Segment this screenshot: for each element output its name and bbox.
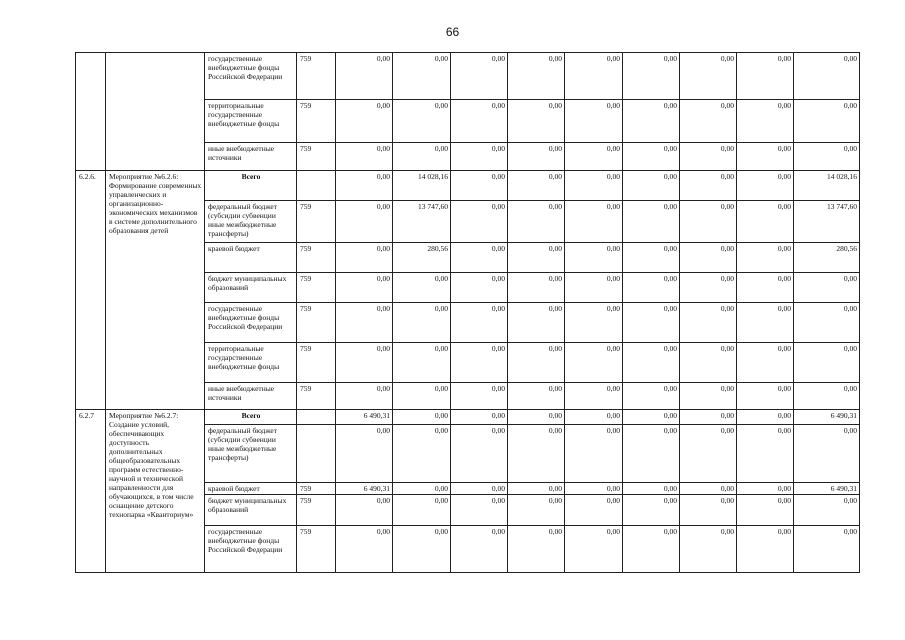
amount-cell: 0,00 bbox=[737, 495, 794, 526]
amount-cell: 0,00 bbox=[508, 243, 565, 273]
amount-cell: 0,00 bbox=[680, 425, 737, 483]
funding-source: бюджет муниципальных образований bbox=[205, 495, 297, 526]
amount-cell: 0,00 bbox=[623, 343, 680, 383]
amount-cell: 0,00 bbox=[794, 526, 860, 573]
amount-cell: 0,00 bbox=[451, 526, 508, 573]
amount-cell: 0,00 bbox=[794, 425, 860, 483]
amount-cell: 0,00 bbox=[565, 243, 623, 273]
amount-cell: 13 747,60 bbox=[794, 201, 860, 243]
amount-cell: 0,00 bbox=[794, 303, 860, 343]
event-number bbox=[76, 53, 106, 171]
amount-cell: 0,00 bbox=[336, 171, 393, 201]
budget-row bbox=[76, 410, 860, 425]
funding-source: федеральный бюджет (субсидии субвенции иные межбюджетные трансферты) bbox=[205, 425, 297, 483]
amount-cell: 0,00 bbox=[565, 143, 623, 171]
budget-code: 759 bbox=[297, 526, 336, 573]
amount-cell: 0,00 bbox=[336, 425, 393, 483]
funding-source: территориальные государственные внебюджетные фонды bbox=[205, 343, 297, 383]
funding-source: федеральный бюджет (субсидии субвенции иные межбюджетные трансферты) bbox=[205, 201, 297, 243]
amount-cell: 0,00 bbox=[508, 303, 565, 343]
amount-cell: 0,00 bbox=[336, 243, 393, 273]
budget-code: 759 bbox=[297, 143, 336, 171]
budget-code bbox=[297, 425, 336, 483]
amount-cell: 0,00 bbox=[393, 143, 451, 171]
amount-cell: 6 490,31 bbox=[336, 483, 393, 495]
amount-cell: 0,00 bbox=[565, 171, 623, 201]
amount-cell: 0,00 bbox=[680, 201, 737, 243]
amount-cell: 0,00 bbox=[737, 201, 794, 243]
funding-source: иные внебюджетные источники bbox=[205, 383, 297, 410]
amount-cell: 0,00 bbox=[451, 201, 508, 243]
amount-cell: 0,00 bbox=[393, 343, 451, 383]
budget-code: 759 bbox=[297, 483, 336, 495]
amount-cell: 0,00 bbox=[565, 343, 623, 383]
amount-cell: 0,00 bbox=[623, 243, 680, 273]
amount-cell: 0,00 bbox=[508, 495, 565, 526]
amount-cell: 0,00 bbox=[508, 343, 565, 383]
amount-cell: 0,00 bbox=[565, 410, 623, 425]
amount-cell: 0,00 bbox=[451, 410, 508, 425]
budget-row bbox=[76, 53, 860, 100]
amount-cell: 0,00 bbox=[508, 526, 565, 573]
amount-cell: 14 028,16 bbox=[393, 171, 451, 201]
amount-cell: 0,00 bbox=[623, 425, 680, 483]
amount-cell: 0,00 bbox=[623, 201, 680, 243]
amount-cell: 0,00 bbox=[794, 143, 860, 171]
amount-cell: 0,00 bbox=[623, 303, 680, 343]
amount-cell: 0,00 bbox=[393, 303, 451, 343]
amount-cell: 0,00 bbox=[393, 410, 451, 425]
amount-cell: 0,00 bbox=[565, 273, 623, 303]
funding-source: государственные внебюджетные фонды Российской Федерации bbox=[205, 53, 297, 100]
amount-cell: 0,00 bbox=[623, 483, 680, 495]
amount-cell: 0,00 bbox=[451, 273, 508, 303]
amount-cell: 0,00 bbox=[508, 410, 565, 425]
funding-source: государственные внебюджетные фонды Российской Федерации bbox=[205, 303, 297, 343]
amount-cell: 0,00 bbox=[336, 143, 393, 171]
amount-cell: 0,00 bbox=[623, 171, 680, 201]
amount-cell: 0,00 bbox=[393, 526, 451, 573]
amount-cell: 0,00 bbox=[393, 425, 451, 483]
amount-cell: 0,00 bbox=[794, 343, 860, 383]
amount-cell: 0,00 bbox=[680, 143, 737, 171]
amount-cell: 0,00 bbox=[794, 383, 860, 410]
amount-cell: 0,00 bbox=[336, 273, 393, 303]
amount-cell: 13 747,60 bbox=[393, 201, 451, 243]
amount-cell: 0,00 bbox=[451, 243, 508, 273]
event-number: 6.2.7 bbox=[76, 410, 106, 573]
amount-cell: 0,00 bbox=[508, 483, 565, 495]
amount-cell: 0,00 bbox=[737, 410, 794, 425]
event-title bbox=[106, 53, 205, 171]
amount-cell: 0,00 bbox=[336, 53, 393, 100]
amount-cell: 0,00 bbox=[623, 143, 680, 171]
amount-cell: 0,00 bbox=[451, 425, 508, 483]
event-title: Мероприятие №6.2.6: Формирование современных управленческих и организационно-экономических механизмов в системе дополнительного образования детей bbox=[106, 171, 205, 410]
budget-table bbox=[75, 52, 860, 573]
amount-cell: 0,00 bbox=[623, 383, 680, 410]
amount-cell: 280,56 bbox=[393, 243, 451, 273]
amount-cell: 6 490,31 bbox=[336, 410, 393, 425]
amount-cell: 0,00 bbox=[451, 495, 508, 526]
amount-cell: 0,00 bbox=[737, 171, 794, 201]
amount-cell: 0,00 bbox=[794, 53, 860, 100]
amount-cell: 0,00 bbox=[451, 343, 508, 383]
amount-cell: 0,00 bbox=[737, 526, 794, 573]
amount-cell: 0,00 bbox=[336, 100, 393, 143]
amount-cell: 0,00 bbox=[680, 171, 737, 201]
amount-cell: 0,00 bbox=[451, 143, 508, 171]
funding-source: территориальные государственные внебюджетные фонды bbox=[205, 100, 297, 143]
amount-cell: 0,00 bbox=[393, 273, 451, 303]
amount-cell: 0,00 bbox=[737, 483, 794, 495]
amount-cell: 0,00 bbox=[393, 100, 451, 143]
amount-cell: 0,00 bbox=[451, 483, 508, 495]
amount-cell: 0,00 bbox=[565, 425, 623, 483]
amount-cell: 0,00 bbox=[737, 143, 794, 171]
amount-cell: 0,00 bbox=[565, 303, 623, 343]
amount-cell: 0,00 bbox=[508, 201, 565, 243]
total-label: Всего bbox=[205, 171, 297, 201]
amount-cell: 14 028,16 bbox=[794, 171, 860, 201]
amount-cell: 0,00 bbox=[680, 495, 737, 526]
amount-cell: 0,00 bbox=[393, 383, 451, 410]
amount-cell: 0,00 bbox=[565, 201, 623, 243]
amount-cell: 0,00 bbox=[451, 100, 508, 143]
budget-row bbox=[76, 171, 860, 201]
amount-cell: 0,00 bbox=[737, 243, 794, 273]
amount-cell: 0,00 bbox=[508, 143, 565, 171]
amount-cell: 0,00 bbox=[680, 410, 737, 425]
amount-cell: 0,00 bbox=[336, 303, 393, 343]
budget-code: 759 bbox=[297, 303, 336, 343]
amount-cell: 0,00 bbox=[508, 383, 565, 410]
amount-cell: 0,00 bbox=[623, 410, 680, 425]
budget-code: 759 bbox=[297, 243, 336, 273]
budget-code: 759 bbox=[297, 495, 336, 526]
amount-cell: 0,00 bbox=[737, 383, 794, 410]
amount-cell: 0,00 bbox=[451, 303, 508, 343]
amount-cell: 0,00 bbox=[794, 273, 860, 303]
amount-cell: 0,00 bbox=[508, 100, 565, 143]
budget-table-body bbox=[76, 53, 860, 573]
amount-cell: 0,00 bbox=[680, 100, 737, 143]
budget-code bbox=[297, 171, 336, 201]
budget-code: 759 bbox=[297, 201, 336, 243]
amount-cell: 0,00 bbox=[451, 171, 508, 201]
budget-code bbox=[297, 410, 336, 425]
amount-cell: 0,00 bbox=[336, 343, 393, 383]
amount-cell: 0,00 bbox=[565, 483, 623, 495]
amount-cell: 0,00 bbox=[336, 201, 393, 243]
amount-cell: 0,00 bbox=[508, 425, 565, 483]
amount-cell: 0,00 bbox=[737, 343, 794, 383]
amount-cell: 0,00 bbox=[680, 53, 737, 100]
amount-cell: 0,00 bbox=[680, 343, 737, 383]
amount-cell: 0,00 bbox=[393, 483, 451, 495]
amount-cell: 0,00 bbox=[680, 383, 737, 410]
amount-cell: 0,00 bbox=[737, 425, 794, 483]
amount-cell: 6 490,31 bbox=[794, 410, 860, 425]
amount-cell: 0,00 bbox=[451, 53, 508, 100]
amount-cell: 0,00 bbox=[794, 100, 860, 143]
amount-cell: 0,00 bbox=[336, 495, 393, 526]
amount-cell: 0,00 bbox=[623, 53, 680, 100]
total-label: Всего bbox=[205, 410, 297, 425]
event-title: Мероприятие №6.2.7: Создание условий, обеспечивающих доступность дополнительных общеобразовательных программ естественно-научной и технической направленности для обучающихся, в том числе оснащение детского технопарка «Кванториум» bbox=[106, 410, 205, 573]
budget-code: 759 bbox=[297, 100, 336, 143]
event-number: 6.2.6. bbox=[76, 171, 106, 410]
amount-cell: 0,00 bbox=[393, 53, 451, 100]
funding-source: краевой бюджет bbox=[205, 483, 297, 495]
budget-code: 759 bbox=[297, 273, 336, 303]
budget-code: 759 bbox=[297, 343, 336, 383]
amount-cell: 0,00 bbox=[565, 383, 623, 410]
amount-cell: 0,00 bbox=[680, 303, 737, 343]
amount-cell: 0,00 bbox=[508, 53, 565, 100]
amount-cell: 0,00 bbox=[680, 273, 737, 303]
amount-cell: 0,00 bbox=[336, 383, 393, 410]
amount-cell: 0,00 bbox=[737, 303, 794, 343]
amount-cell: 0,00 bbox=[565, 53, 623, 100]
budget-code: 759 bbox=[297, 383, 336, 410]
funding-source: краевой бюджет bbox=[205, 243, 297, 273]
amount-cell: 6 490,31 bbox=[794, 483, 860, 495]
funding-source: государственные внебюджетные фонды Российской Федерации bbox=[205, 526, 297, 573]
amount-cell: 0,00 bbox=[680, 483, 737, 495]
funding-source: бюджет муниципальных образований bbox=[205, 273, 297, 303]
amount-cell: 0,00 bbox=[623, 526, 680, 573]
amount-cell: 0,00 bbox=[623, 273, 680, 303]
amount-cell: 0,00 bbox=[565, 495, 623, 526]
amount-cell: 0,00 bbox=[680, 243, 737, 273]
amount-cell: 0,00 bbox=[680, 526, 737, 573]
amount-cell: 0,00 bbox=[737, 53, 794, 100]
amount-cell: 0,00 bbox=[565, 526, 623, 573]
amount-cell: 0,00 bbox=[737, 100, 794, 143]
budget-code: 759 bbox=[297, 53, 336, 100]
amount-cell: 0,00 bbox=[336, 526, 393, 573]
amount-cell: 0,00 bbox=[737, 273, 794, 303]
amount-cell: 0,00 bbox=[393, 495, 451, 526]
amount-cell: 0,00 bbox=[508, 171, 565, 201]
amount-cell: 0,00 bbox=[623, 495, 680, 526]
amount-cell: 0,00 bbox=[794, 495, 860, 526]
amount-cell: 280,56 bbox=[794, 243, 860, 273]
amount-cell: 0,00 bbox=[623, 100, 680, 143]
amount-cell: 0,00 bbox=[565, 100, 623, 143]
page-number: 66 bbox=[445, 25, 460, 39]
amount-cell: 0,00 bbox=[451, 383, 508, 410]
funding-source: иные внебюджетные источники bbox=[205, 143, 297, 171]
amount-cell: 0,00 bbox=[508, 273, 565, 303]
